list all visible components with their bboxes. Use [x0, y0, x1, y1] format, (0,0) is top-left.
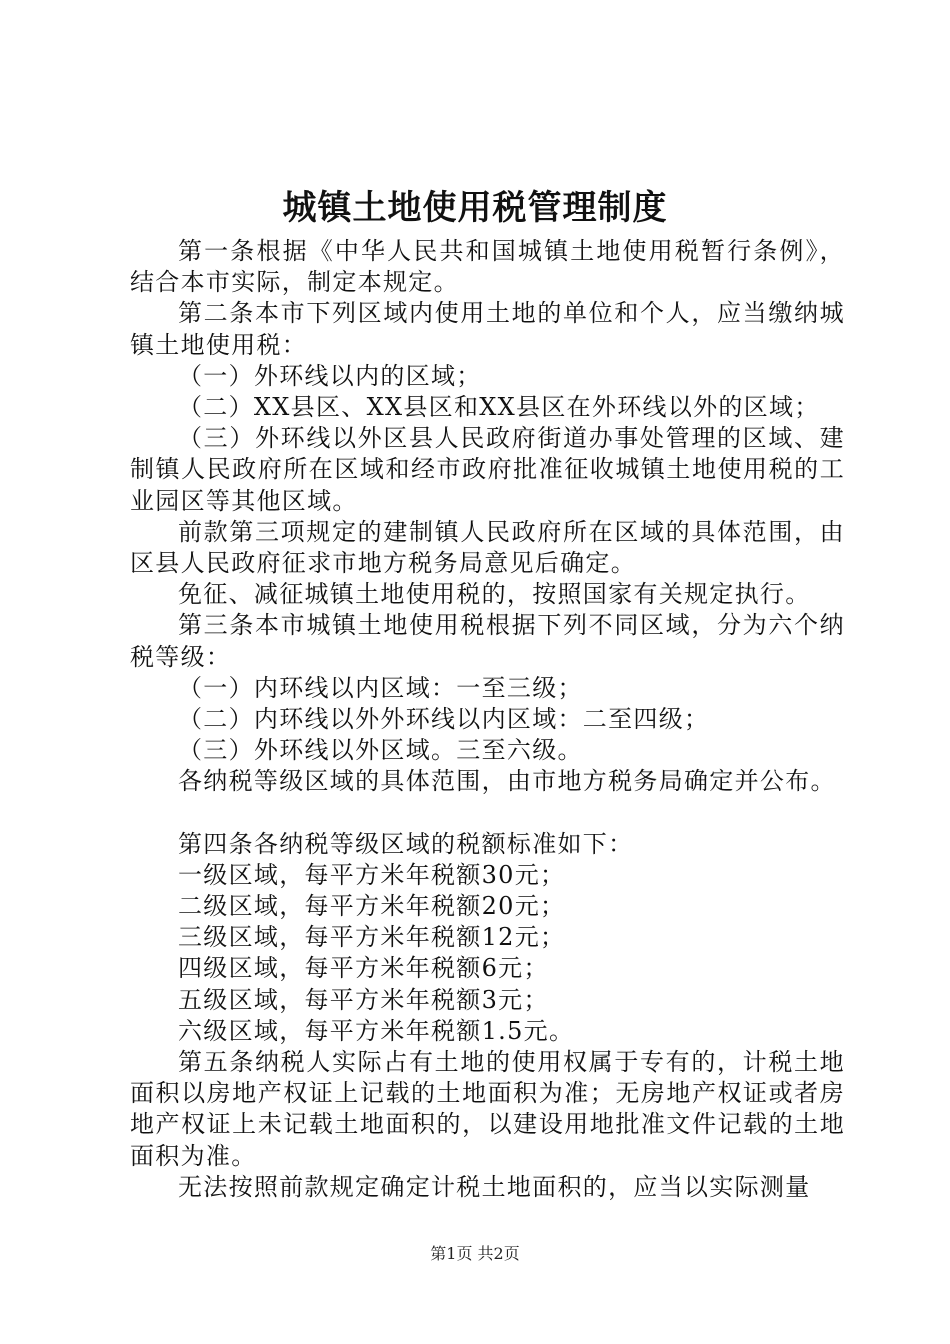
tax-rate-line: 四级区域，每平方米年税额6元； [178, 954, 549, 983]
tax-rate-line: 六级区域，每平方米年税额1.5元。 [178, 1016, 575, 1045]
paragraph: 各纳税等级区域的具体范围，由市地方税务局确定并公布。 [178, 767, 836, 796]
document-body [130, 236, 845, 1203]
paragraph: 免征、减征城镇土地使用税的，按照国家有关规定执行。 [178, 580, 811, 609]
paragraph: 第一条根据《中华人民共和国城镇土地使用税暂行条例》，结合本市实际，制定本规定。 [130, 237, 845, 297]
paragraph: 第三条本市城镇土地使用税根据下列不同区域，分为六个纳税等级： [130, 611, 845, 671]
paragraph: （一）内环线以内区域：一至三级； [178, 673, 583, 702]
paragraph: （三）外环线以外区域。三至六级。 [178, 736, 583, 765]
paragraph: （一）外环线以内的区域； [178, 361, 482, 390]
paragraph: 无法按照前款规定确定计税土地面积的，应当以实际测量 [178, 1172, 811, 1201]
paragraph: 前款第三项规定的建制镇人民政府所在区域的具体范围，由区县人民政府征求市地方税务局意见后确定。 [130, 517, 845, 578]
page-footer: 第1页 共2页 [430, 1244, 520, 1263]
document-title: 城镇土地使用税管理制度 [282, 188, 668, 228]
paragraph: 第四条各纳税等级区域的税额标准如下： [178, 829, 634, 858]
tax-rate-line: 五级区域，每平方米年税额3元； [178, 985, 549, 1014]
paragraph: 第五条纳税人实际占有土地的使用权属于专有的，计税土地面积以房地产权证上记载的土地面积为准；无房地产权证或者房地产权证上未记载土地面积的，以建设用地批准文件记载的土地面积为准。 [130, 1048, 845, 1170]
tax-rate-line: 一级区域，每平方米年税额30元； [178, 860, 566, 889]
tax-rate-line: 三级区域，每平方米年税额12元； [178, 923, 566, 952]
paragraph: （三）外环线以外区县人民政府街道办事处管理的区域、建制镇人民政府所在区域和经市政府批准征收城镇土地使用税的工业园区等其他区域。 [130, 424, 845, 515]
paragraph: （二）XX县区、XX县区和XX县区在外环线以外的区域； [178, 393, 820, 422]
paragraph: 第二条本市下列区域内使用土地的单位和个人，应当缴纳城镇土地使用税： [130, 299, 845, 359]
tax-rate-line: 二级区域，每平方米年税额20元； [178, 892, 566, 921]
paragraph: （二）内环线以外外环线以内区域：二至四级； [178, 705, 710, 734]
